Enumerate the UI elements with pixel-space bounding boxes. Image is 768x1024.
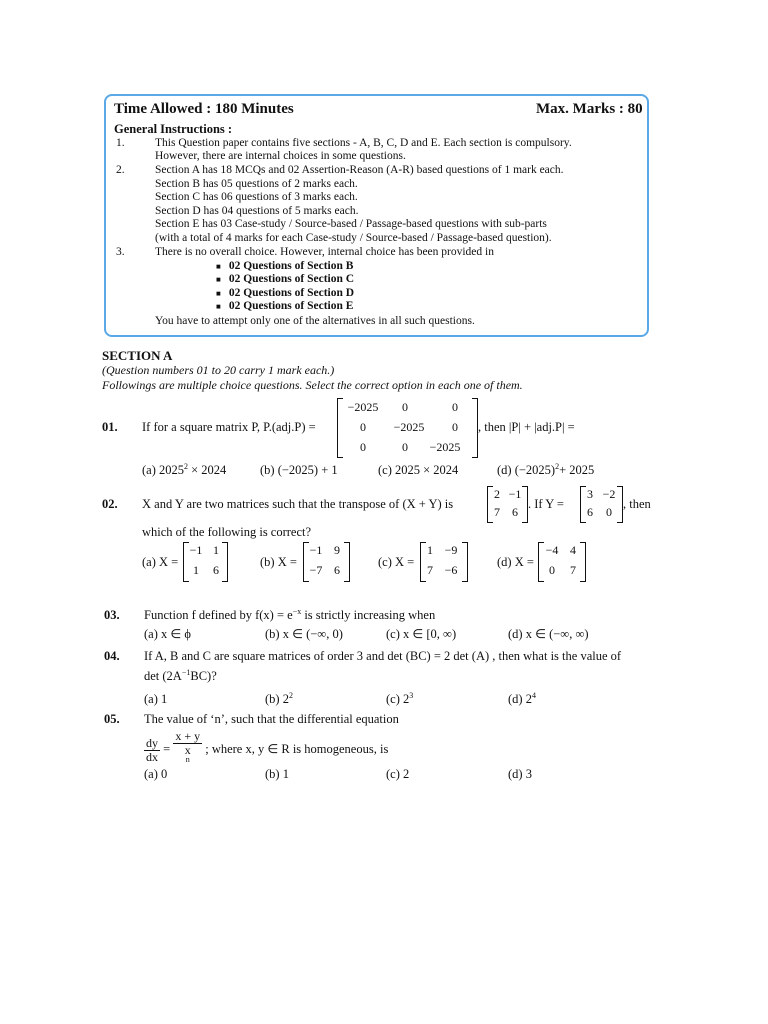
bullet-item: ■ 02 Questions of Section C xyxy=(216,273,355,285)
matrix-cell: 7 xyxy=(570,563,576,577)
matrix-bracket-right xyxy=(580,542,586,582)
option-d[interactable]: (d) X = xyxy=(497,555,534,569)
matrix-cell: 0 xyxy=(402,400,408,414)
matrix-cell: −1 xyxy=(508,487,522,501)
fraction-rhs: x + y x $^n$ xyxy=(175,729,201,764)
matrix-cell: −2025 xyxy=(393,420,425,434)
option-b[interactable]: (b) $2^2$ xyxy=(265,690,293,706)
matrix-cell: 7 xyxy=(427,563,433,577)
matrix-cell: 6 xyxy=(587,505,593,519)
option-b[interactable]: (b) x ∈ (−∞, 0) xyxy=(265,627,343,641)
question-tail: , then xyxy=(623,497,651,511)
matrix-cell: 0 xyxy=(402,440,408,454)
instruction-line: Section D has 04 questions of 5 marks each. xyxy=(155,205,359,217)
time-allowed: Time Allowed : 180 Minutes xyxy=(114,101,294,117)
matrix-cell: 4 xyxy=(570,543,576,557)
option-b[interactable]: (b) 1 xyxy=(265,767,289,781)
option-a[interactable]: (a) 0 xyxy=(144,767,168,781)
matrix-cell: 9 xyxy=(334,543,340,557)
option-c[interactable]: (c) 2025 × 2024 xyxy=(378,463,459,477)
instruction-line: Section C has 06 questions of 3 marks each. xyxy=(155,191,358,203)
option-d[interactable]: (d) $(-2025)^2+ 2025$ xyxy=(497,461,595,477)
instruction-line: This Question paper contains five sections - A, B, C, D and E. Each section is compulsory. xyxy=(155,137,572,149)
matrix-cell: 1 xyxy=(193,563,199,577)
option-b[interactable]: (b) X = xyxy=(260,555,297,569)
max-marks: Max. Marks : 80 xyxy=(536,101,643,117)
bullet-item: ■ 02 Questions of Section E xyxy=(216,300,354,312)
matrix-cell: 0 xyxy=(549,563,555,577)
matrix-cell: 2 xyxy=(494,487,500,501)
matrix-cell: 0 xyxy=(452,420,458,434)
option-a[interactable]: (a) x ∈ ϕ xyxy=(144,627,191,641)
question-text: Function f defined by $f(x) = e^{-x}$ is strictly increasing when xyxy=(144,606,436,622)
option-a[interactable]: (a) $2025^2 \times 2024$ xyxy=(142,461,227,477)
matrix-cell: −2 xyxy=(602,487,616,501)
instruction-line: Section B has 05 questions of 2 marks each. xyxy=(155,178,358,190)
matrix-cell: −9 xyxy=(444,543,458,557)
question-text: If A, B and C are square matrices of order 3 and det (BC) = 2 det (A) , then what is the value of xyxy=(144,649,622,663)
instructions-title: General Instructions : xyxy=(114,122,233,136)
option-c[interactable]: (c) X = xyxy=(378,555,415,569)
option-c[interactable]: (c) x ∈ [0, ∞) xyxy=(386,627,457,641)
matrix-cell: 0 xyxy=(360,420,366,434)
instruction-num: 2. xyxy=(116,164,125,176)
instruction-num: 3. xyxy=(116,246,125,258)
option-c[interactable]: (c) 2 xyxy=(386,767,410,781)
option-a[interactable]: (a) 1 xyxy=(144,692,168,706)
question-text: X and Y are two matrices such that the transpose of (X + Y) is xyxy=(142,497,454,511)
section-note: (Question numbers 01 to 20 carry 1 mark each.) xyxy=(102,363,335,377)
matrix-cell: −7 xyxy=(309,563,323,577)
instruction-line: However, there are internal choices in some questions. xyxy=(155,150,406,162)
option-d[interactable]: (d) $2^4$ xyxy=(508,690,536,706)
option-d[interactable]: (d) 3 xyxy=(508,767,532,781)
matrix-cell: −2025 xyxy=(347,400,379,414)
option-d[interactable]: (d) x ∈ (−∞, ∞) xyxy=(508,627,589,641)
matrix-cell: −4 xyxy=(545,543,559,557)
fraction-dy-dx: $\frac{dy}{dx}$ xyxy=(146,735,158,764)
question-tail: , then |P| + |adj.P| = xyxy=(478,420,575,434)
matrix-cell: 6 xyxy=(512,505,518,519)
section-title: SECTION A xyxy=(102,348,173,363)
matrix-bracket-right xyxy=(344,542,350,582)
question-number: 01. xyxy=(102,420,118,434)
question-number: 05. xyxy=(104,712,120,726)
matrix-cell: −1 xyxy=(309,543,323,557)
question-number: 04. xyxy=(104,649,120,663)
section-intro: Followings are multiple choice questions. Select the correct option in each one of them. xyxy=(102,378,523,392)
matrix-cell: 6 xyxy=(213,563,219,577)
question-text-line2: which of the following is correct? xyxy=(142,525,312,539)
instruction-num: 1. xyxy=(116,137,125,149)
matrix-cell: 6 xyxy=(334,563,340,577)
matrix-cell: 0 xyxy=(452,400,458,414)
matrix-bracket-right xyxy=(222,542,228,582)
matrix-bracket-right xyxy=(462,542,468,582)
question-number: 02. xyxy=(102,497,118,511)
differential-equation: $\frac{dy}{dx}$ = x + y x $^n$ ; where x, y ∈ R is homogeneous, is xyxy=(144,730,388,770)
option-c[interactable]: (c) $2^3$ xyxy=(386,690,414,706)
matrix-cell: 7 xyxy=(494,505,500,519)
instruction-line: There is no overall choice. However, internal choice has been provided in xyxy=(155,246,494,258)
matrix-cell: −2025 xyxy=(429,440,461,454)
option-b[interactable]: (b) (−2025) + 1 xyxy=(260,463,338,477)
matrix-cell: 1 xyxy=(427,543,433,557)
matrix-cell: 1 xyxy=(213,543,219,557)
option-a[interactable]: (a) X = xyxy=(142,555,179,569)
question-number: 03. xyxy=(104,608,120,622)
question-text-line2: $\det (2A^{-1}BC)$? xyxy=(144,667,217,683)
question-mid: . If Y = xyxy=(528,497,564,511)
matrix-cell: −6 xyxy=(444,563,458,577)
question-text: The value of ‘n’, such that the differential equation xyxy=(144,712,399,726)
matrix-cell: 0 xyxy=(360,440,366,454)
matrix-cell: −1 xyxy=(189,543,203,557)
question-text: If for a square matrix P, P.(adj.P) = xyxy=(142,420,316,434)
matrix-cell: 3 xyxy=(587,487,593,501)
bullet-item: ■ 02 Questions of Section D xyxy=(216,287,355,299)
instruction-line: Section A has 18 MCQs and 02 Assertion-Reason (A-R) based questions of 1 mark each. xyxy=(155,164,564,176)
bullet-item: ■ 02 Questions of Section B xyxy=(216,260,354,272)
instruction-footer: You have to attempt only one of the alternatives in all such questions. xyxy=(155,315,475,327)
instruction-line: (with a total of 4 marks for each Case-study / Source-based / Passage-based question). xyxy=(155,232,552,244)
instruction-line: Section E has 03 Case-study / Source-based / Passage-based questions with sub-parts xyxy=(155,218,547,230)
matrix-cell: 0 xyxy=(606,505,612,519)
